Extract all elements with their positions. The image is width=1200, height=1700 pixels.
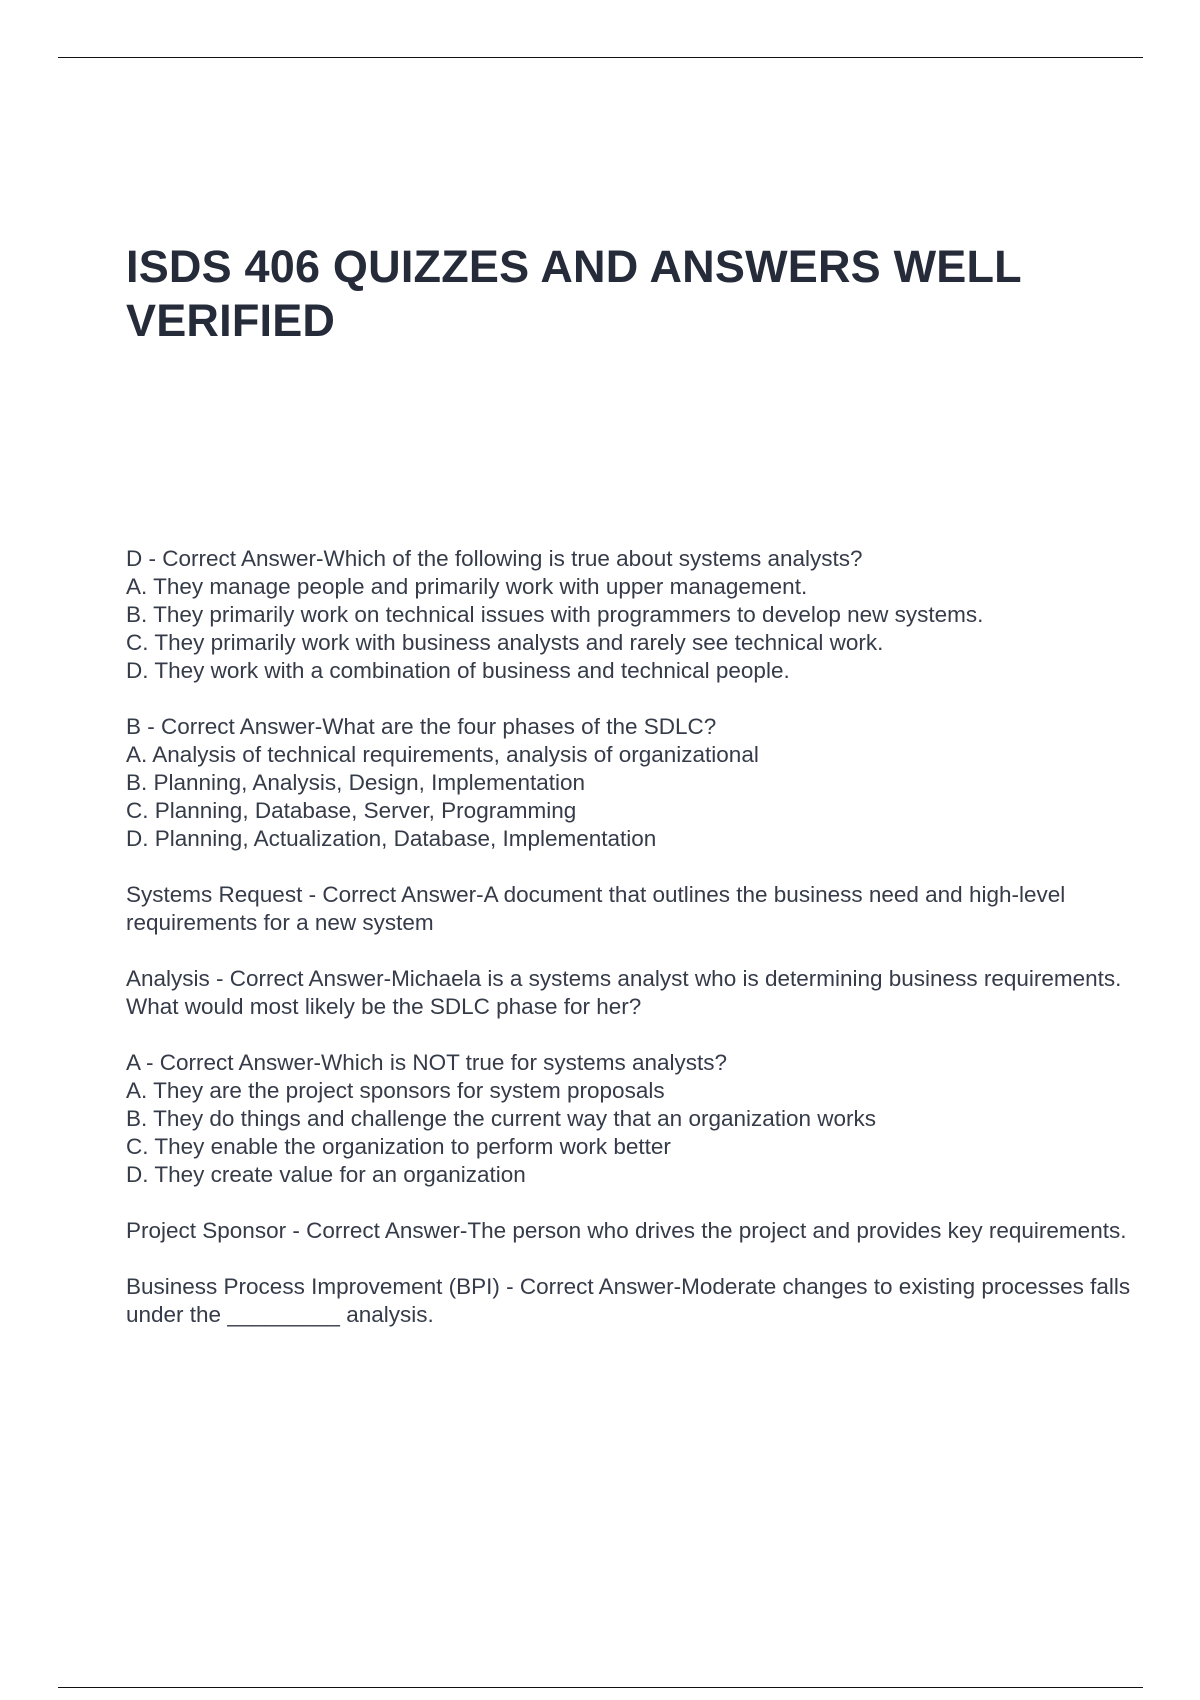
qa-entry xyxy=(126,965,1146,1021)
bottom-rule xyxy=(58,1687,1143,1688)
top-rule xyxy=(58,57,1143,58)
answer-paragraph: Project Sponsor - Correct Answer-The person who drives the project and provides key requirements. xyxy=(126,1218,1127,1243)
option-a: A. They manage people and primarily work with upper management. xyxy=(126,574,808,599)
option-d: D. They work with a combination of business and technical people. xyxy=(126,658,790,683)
option-d: D. They create value for an organization xyxy=(126,1162,526,1187)
qa-entry xyxy=(126,545,1146,685)
option-a: A. They are the project sponsors for system proposals xyxy=(126,1078,665,1103)
answer-paragraph: Systems Request - Correct Answer-A document that outlines the business need and high-level requirements for a new system xyxy=(126,882,1066,935)
option-b: B. Planning, Analysis, Design, Implementation xyxy=(126,770,585,795)
qa-entry xyxy=(126,1049,1146,1189)
document-title: ISDS 406 QUIZZES AND ANSWERS WELL VERIFIED xyxy=(126,241,1022,346)
question-line: B - Correct Answer-What are the four phases of the SDLC? xyxy=(126,714,717,739)
question-line: A - Correct Answer-Which is NOT true for systems analysts? xyxy=(126,1050,727,1075)
qa-entry xyxy=(126,881,1146,937)
option-c: C. They enable the organization to perform work better xyxy=(126,1134,671,1159)
answer-paragraph: Analysis - Correct Answer-Michaela is a systems analyst who is determining business requirements. What would most likely be the SDLC phase for her? xyxy=(126,966,1122,1019)
qa-entry xyxy=(126,713,1146,853)
option-b: B. They do things and challenge the current way that an organization works xyxy=(126,1106,877,1131)
option-d: D. Planning, Actualization, Database, Implementation xyxy=(126,826,657,851)
document-body xyxy=(126,545,1146,1357)
option-c: C. Planning, Database, Server, Programming xyxy=(126,798,577,823)
answer-paragraph: Business Process Improvement (BPI) - Correct Answer-Moderate changes to existing processes falls under the _________ analysis. xyxy=(126,1274,1131,1327)
qa-entry xyxy=(126,1217,1146,1245)
question-line: D - Correct Answer-Which of the following is true about systems analysts? xyxy=(126,546,863,571)
option-c: C. They primarily work with business analysts and rarely see technical work. xyxy=(126,630,884,655)
option-a: A. Analysis of technical requirements, analysis of organizational xyxy=(126,742,759,767)
qa-entry xyxy=(126,1273,1146,1329)
option-b: B. They primarily work on technical issues with programmers to develop new systems. xyxy=(126,602,984,627)
